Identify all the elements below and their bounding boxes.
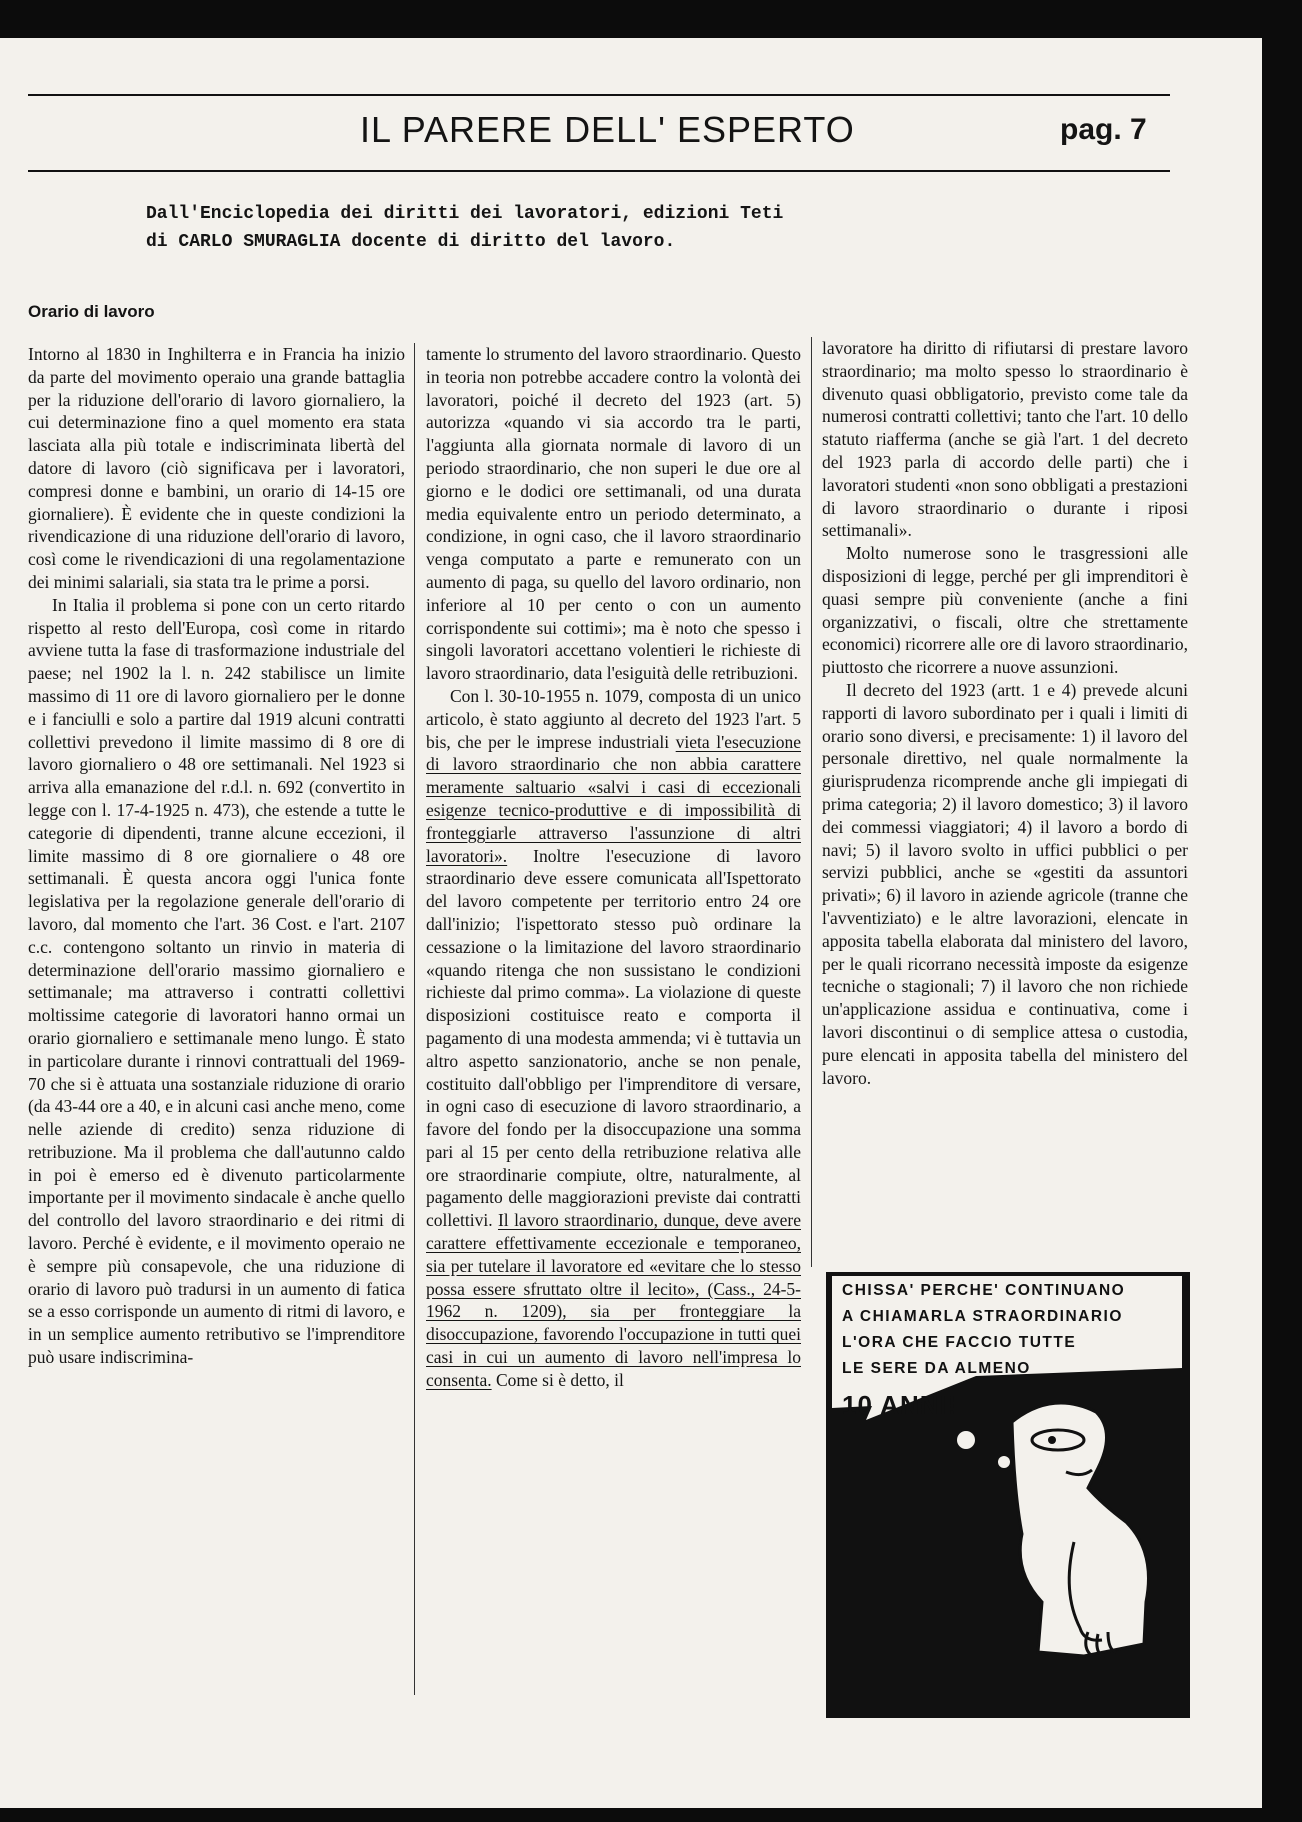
thought-dot-1 <box>957 1431 975 1449</box>
section-title: IL PARERE DELL' ESPERTO <box>360 109 855 150</box>
col3-paragraph-1: lavoratore ha diritto di rifiutarsi di prestare lavoro straordinario; ma molto spesso lo straordinario è divenuto quasi obbligatorio, previsto come tale da numerosi contratti collettivi; tanto che l'art. 10 dello statuto riafferma (anche se già l'art. 1 del decreto del 1923 parla di accordo delle parti) che i lavoratori studenti «non sono obbligati a prestazioni di lavoro straordinario o durante i riposi settimanali». <box>822 338 1188 541</box>
page-edge <box>1262 38 1302 1808</box>
col2-paragraph-1: tamente lo strumento del lavoro straordinario. Questo in teoria non potrebbe accadere contro la volontà dei lavoratori, poiché il decreto del 1923 (art. 5) autorizza «quando vi sia accordo tra le parti, l'aggiunta alla giornata normale di lavoro di un periodo straordinario, che non superi le due ore al giorno e le dodici ore settimanali, od una durata media equivalente entro un periodo determinato, a condizione, in ogni caso, che il lavoro straordinario venga computato a parte e remunerato con un aumento di paga, su quello del lavoro ordinario, non inferiore al 10 per cento o con un aumento corrispondente sui cottimi»; ma è noto che spesso i singoli lavoratori accettano volentieri le richieste di lavoro straordinario, data l'esiguità delle retribuzioni. <box>426 344 801 684</box>
article-column-3 <box>822 337 1188 1089</box>
col3-paragraph-2: Molto numerose sono le trasgressioni alle disposizioni di legge, perché per gli imprenditori è quasi sempre più conveniente (anche a fini organizzativi, o fiscali, oltre che strettamente economici) ricorrere alle ore di lavoro straordinario, piuttosto che ricorrere a nuove assunzioni. <box>822 543 1188 678</box>
source-line-1: Dall'Enciclopedia dei diritti dei lavoratori, edizioni Teti <box>146 204 784 224</box>
cartoon-line-3: L'ORA CHE FACCIO TUTTE <box>842 1334 1077 1351</box>
col2-underlined-1: vieta l'esecuzione di lavoro straordinario che non abbia carattere meramente saltuario «salvi i casi di eccezionali esigenze tecnico-produttive e di impossibilità di fronteggiarle attraverso l'assunzione di altri lavoratori». <box>426 731 801 866</box>
thought-dot-2 <box>998 1456 1010 1468</box>
cartoon-line-5: 10 ANNI! <box>842 1390 958 1420</box>
person-eye <box>1032 1430 1084 1450</box>
person-pupil <box>1048 1436 1056 1444</box>
col2-paragraph-2 <box>426 685 801 1392</box>
cartoon-line-1: CHISSA' PERCHE' CONTINUANO <box>842 1282 1126 1299</box>
col2-text-b: Inoltre l'esecuzione di lavoro straordinario deve essere comunicata all'Ispettorato del lavoro competente per territorio entro 24 ore dall'inizio; l'ispettorato stesso può ordinare la cessazione o la limitazione del lavoro straordinario «quando ritenga che non sussistano le condizioni richieste dal primo comma». La violazione di queste disposizioni costituisce reato e comporta il pagamento di una modesta ammenda; vi è tuttavia un altro aspetto sanzionatorio, anche se non penale, costituito dall'obbligo per l'imprenditore di versare, in ogni caso di esecuzione di lavoro straordinario, a favore del fondo per la disoccupazione una somma pari al 15 per cento della retribuzione relativa alle ore straordinarie compiute, oltre, naturalmente, al pagamento delle maggiorazioni previste dai contratti collettivi. <box>426 845 801 1231</box>
col1-paragraph-1: Intorno al 1830 in Inghilterra e in Francia ha inizio da parte del movimento operaio una grande battaglia per la riduzione dell'orario di lavoro giornaliero, la cui determinazione fino a quel momento era stata lasciata alla più totale e indiscriminata libertà del datore di lavoro (ciò significava per i lavoratori, compresi donne e bambini, un orario di 14-15 ore giornaliere). È evidente che in queste condizioni la rivendicazione di una riduzione dell'orario di lavoro, così come le rivendicazioni di una regolamentazione dei minimi salariali, sia stata tra le prime a porsi. <box>28 344 405 592</box>
col2-underlined-2: Il lavoro straordinario, dunque, deve avere carattere effettivamente eccezionale e temporaneo, sia per tutelare il lavoratore ed «evitare che lo stesso possa essere sfruttato oltre il lecito», (Cass., 24-5-1962 n. 1209), sia per fronteggiare la disoccupazione, favorendo l'occupazione in tutti quei casi in cui un aumento di lavoro nell'impresa lo consenta. <box>426 1210 801 1390</box>
column-divider-1 <box>414 343 415 1695</box>
header-rule-bottom <box>28 170 1170 172</box>
article-column-1 <box>28 343 405 1369</box>
col3-paragraph-3: Il decreto del 1923 (artt. 1 e 4) prevede alcuni rapporti di lavoro subordinato per i quali i limiti di orario sono diversi, e precisamente: 1) il lavoro del personale direttivo, nel quale normalmente la giurisprudenza ricomprende anche gli impiegati di prima categoria; 2) il lavoro domestico; 3) il lavoro dei commessi viaggiatori; 4) il lavoro a bordo di navi; 5) il lavoro svolto in uffici pubblici o per servizi pubblici, anche se «gestiti da assuntori privati»; 6) il lavoro in aziende agricole (tranne che l'avventiziato) e le altre lavorazioni, elencate in apposita tabella elaborata dal ministero del lavoro, per le quali ricorrano necessità imposte da esigenze tecniche o stagionali; 7) il lavoro che non richiede un'applicazione assidua e continuativa, come i lavori discontinui o di semplice attesa o custodia, pure elencati in apposita tabella del ministero del lavoro. <box>822 679 1188 1088</box>
article-column-2 <box>426 343 801 1392</box>
source-line-2: di CARLO SMURAGLIA docente di diritto del lavoro. <box>146 232 676 252</box>
article-heading: Orario di lavoro <box>28 302 155 321</box>
source-note <box>146 200 1106 256</box>
cartoon-line-4: LE SERE DA ALMENO <box>842 1360 1031 1377</box>
header-rule-top <box>28 94 1170 96</box>
cartoon-caption <box>834 1278 1184 1420</box>
col1-paragraph-2: In Italia il problema si pone con un certo ritardo rispetto al resto dell'Europa, così come in ritardo avviene tutta la fase di trasformazione industriale del paese; nel 1902 la l. n. 242 stabilisce un limite massimo di 11 ore di lavoro giornaliero per le donne e i fanciulli e solo a partire dal 1919 alcuni contratti collettivi prevedono il limite massimo di 8 ore di lavoro giornaliero o 48 ore settimanali. Nel 1923 si arriva alla emanazione del r.d.l. n. 692 (convertito in legge con l. 17-4-1925 n. 473), che estende a tutte le categorie di dipendenti, tranne alcune eccezioni, il limite massimo di 8 ore giornaliere o 48 ore settimanali. È questa ancora oggi l'unica fonte legislativa per la regolazione generale dell'orario di lavoro, dal momento che l'art. 36 Cost. e l'art. 2107 c.c. contengono soltanto un rinvio in materia di determinazione dell'orario massimo giornaliero e settimanale; ma attraverso i contratti collettivi moltissime categorie di lavoratori hanno ormai un orario giornaliero e settimanale meno lungo. È stato in particolare durante i rinnovi contrattuali del 1969-70 che si è attuata una sostanziale riduzione di orario (da 43-44 ore a 40, e in alcuni casi anche meno, come nelle aziende di credito) senza riduzione di retribuzione. Ma il problema che dall'autunno caldo in poi è emerso ed è divenuto particolarmente importante per il movimento sindacale è anche quello del controllo del lavoro straordinario e dei ritmi di lavoro. Perché è evidente, e il movimento operaio ne è sempre più consapevole, che una riduzione di orario di lavoro può tradursi in un aumento di fatica se a esso corrisponde un aumento di ritmi di lavoro, e in un semplice aumento retributivo se l'imprenditore può usare indiscrimina- <box>28 594 405 1368</box>
col2-text-c: Come si è detto, il <box>491 1369 624 1390</box>
cartoon-line-2: A CHIAMARLA STRAORDINARIO <box>842 1308 1123 1325</box>
page-number: pag. 7 <box>1060 113 1147 146</box>
col2-text-a: Con l. 30-10-1955 n. 1079, composta di un unico articolo, è stato aggiunto al decreto del 1923 l'art. 5 bis, che per le imprese industriali <box>426 685 801 752</box>
cartoon-panel <box>826 1272 1190 1718</box>
column-divider-2 <box>811 337 812 1267</box>
